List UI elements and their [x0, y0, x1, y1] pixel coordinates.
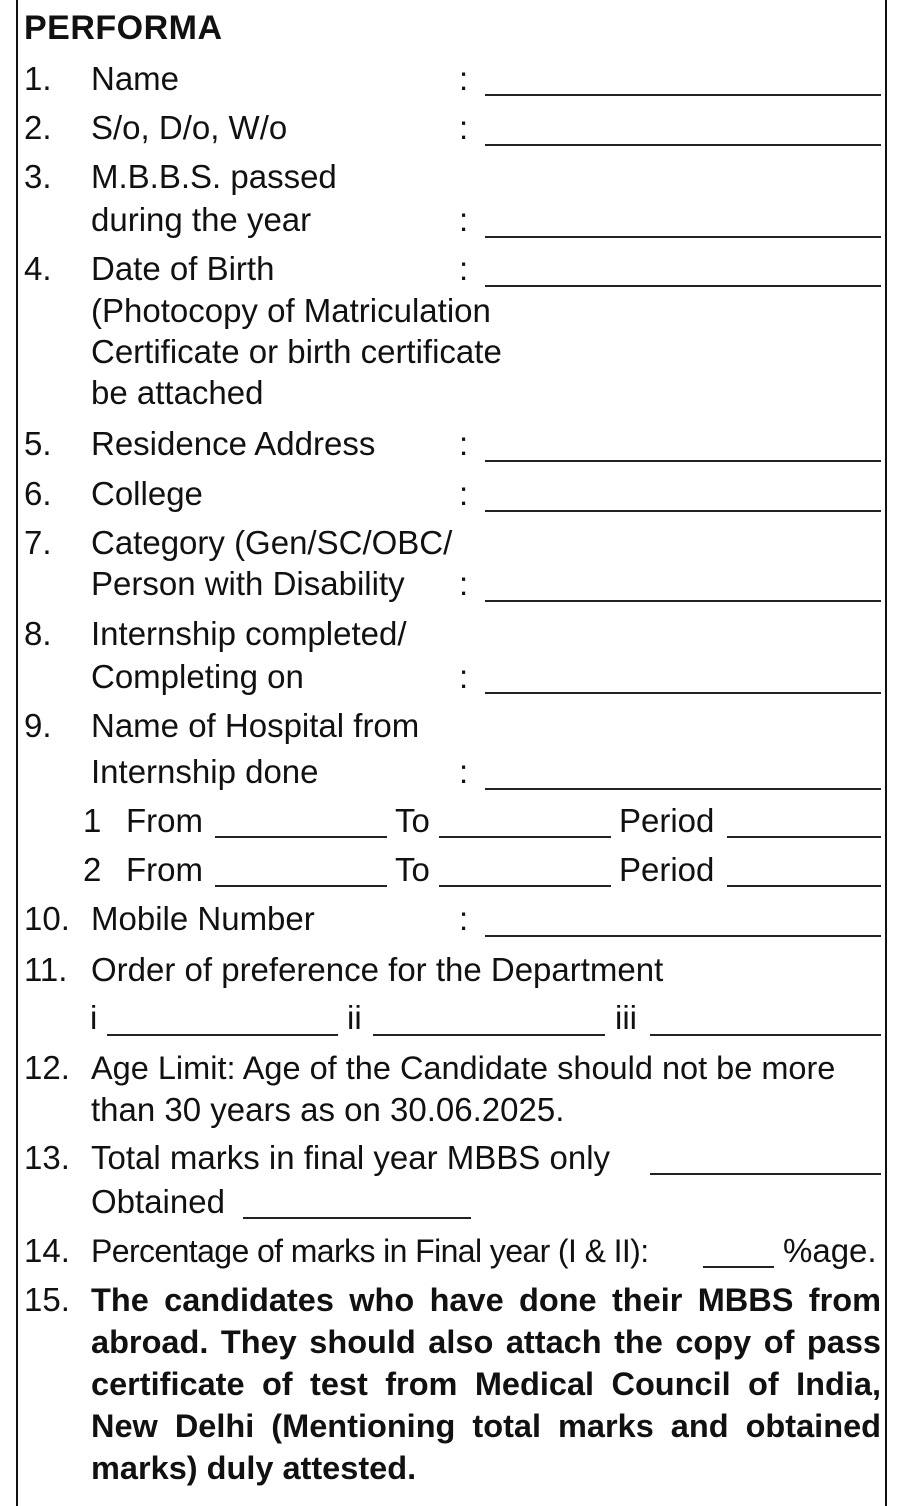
colon: : [459, 425, 469, 462]
relation-label: S/o, D/o, W/o [91, 109, 288, 146]
from-label: From [126, 851, 203, 888]
college-field[interactable] [485, 510, 881, 512]
item-number: 14. [24, 1232, 70, 1269]
preference-3-field[interactable] [650, 1034, 881, 1036]
age-limit-line2: than 30 years as on 30.06.2025. [91, 1091, 565, 1128]
to-field[interactable] [439, 836, 611, 838]
dob-field[interactable] [485, 285, 881, 287]
colon: : [459, 565, 469, 602]
colon: : [459, 201, 469, 238]
relation-field[interactable] [485, 144, 881, 146]
item-number: 5. [24, 425, 52, 462]
from-field[interactable] [215, 885, 387, 887]
internship-field[interactable] [485, 692, 881, 694]
item-number: 12. [24, 1049, 70, 1086]
dob-note-line3: be attached [91, 374, 264, 411]
colon: : [459, 475, 469, 512]
dob-label: Date of Birth [91, 250, 275, 287]
from-field[interactable] [215, 836, 387, 838]
preference-3-label: iii [615, 999, 637, 1036]
item-number: 11. [24, 951, 68, 988]
colon: : [459, 109, 469, 146]
item-number: 9. [24, 707, 52, 744]
name-label: Name [91, 60, 180, 97]
abroad-note-line3: certificate of test from Medical Council of India, [91, 1366, 881, 1402]
name-field[interactable] [485, 94, 881, 96]
abroad-note-line1: The candidates who have done their MBBS from [91, 1282, 881, 1318]
internship-label-cont: Completing on [91, 658, 304, 695]
age-limit-line1: Age Limit: Age of the Candidate should not be more [91, 1050, 836, 1086]
hospital-field[interactable] [485, 788, 881, 790]
item-number: 13. [24, 1139, 70, 1176]
hospital-label-cont: Internship done [91, 753, 319, 790]
total-marks-label: Total marks in final year MBBS only [91, 1139, 611, 1176]
item-number: 1. [24, 60, 52, 97]
period-label: Period [619, 851, 715, 888]
to-label: To [395, 802, 430, 839]
internship-label: Internship completed/ [91, 615, 407, 652]
period-row-index: 2 [83, 851, 102, 888]
mbbs-year-label-cont: during the year [91, 201, 312, 238]
colon: : [459, 658, 469, 695]
hospital-label: Name of Hospital from [91, 707, 420, 744]
address-label: Residence Address [91, 425, 376, 462]
to-field[interactable] [439, 885, 611, 887]
period-field[interactable] [727, 836, 881, 838]
category-label-cont: Person with Disability [91, 565, 405, 602]
to-label: To [395, 851, 430, 888]
from-label: From [126, 802, 203, 839]
mobile-field[interactable] [485, 935, 881, 937]
item-number: 10. [24, 900, 70, 937]
category-label: Category (Gen/SC/OBC/ [91, 524, 453, 561]
total-marks-field[interactable] [650, 1173, 881, 1175]
preference-1-label: i [90, 999, 98, 1036]
dob-note-line1: (Photocopy of Matriculation [91, 292, 491, 329]
item-number: 8. [24, 615, 52, 652]
item-number: 4. [24, 250, 52, 287]
obtained-label: Obtained [91, 1183, 225, 1220]
item-number: 7. [24, 524, 52, 561]
period-label: Period [619, 802, 715, 839]
abroad-note-line5: marks) duly attested. [91, 1450, 417, 1486]
category-field[interactable] [485, 600, 881, 602]
item-number: 2. [24, 109, 52, 146]
period-row-index: 1 [83, 802, 102, 839]
percentage-field[interactable] [703, 1266, 774, 1268]
percentage-suffix: %age. [783, 1232, 877, 1269]
preference-1-field[interactable] [107, 1034, 338, 1036]
department-preference-label: Order of preference for the Department [91, 951, 664, 988]
mbbs-year-field[interactable] [485, 236, 881, 238]
obtained-marks-field[interactable] [243, 1217, 471, 1219]
address-field[interactable] [485, 460, 881, 462]
dob-note-line2: Certificate or birth certificate [91, 333, 502, 370]
percentage-label: Percentage of marks in Final year (I & II): [91, 1233, 649, 1269]
item-number: 6. [24, 475, 52, 512]
mbbs-year-label: M.B.B.S. passed [91, 158, 337, 195]
college-label: College [91, 475, 203, 512]
abroad-note-line4: New Delhi (Mentioning total marks and obtained [91, 1408, 881, 1444]
colon: : [459, 250, 469, 287]
colon: : [459, 900, 469, 937]
period-field[interactable] [727, 885, 881, 887]
preference-2-field[interactable] [373, 1034, 605, 1036]
preference-2-label: ii [347, 999, 362, 1036]
item-number: 15. [24, 1281, 70, 1318]
colon: : [459, 60, 469, 97]
colon: : [459, 753, 469, 790]
abroad-note-line2: abroad. They should also attach the copy of pass [91, 1324, 881, 1360]
form-title: PERFORMA [24, 9, 223, 47]
item-number: 3. [24, 158, 52, 195]
mobile-label: Mobile Number [91, 900, 315, 937]
